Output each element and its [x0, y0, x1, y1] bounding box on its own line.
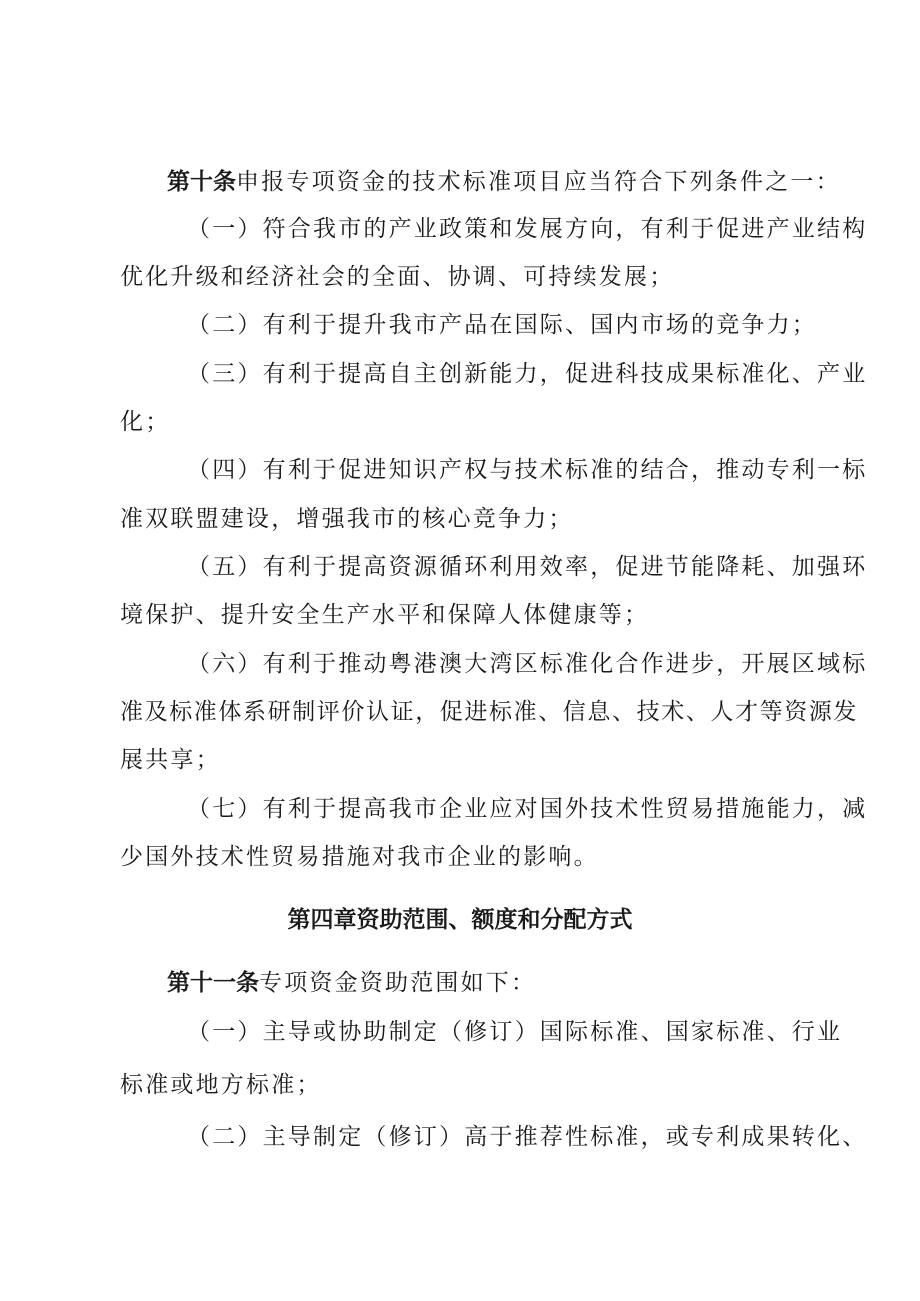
art10-item4-line2: 准双联盟建设，增强我市的核心竞争力；: [120, 506, 574, 532]
art10-item1-line1: （一）符合我市的产业政策和发展方向，有利于促进产业结构: [187, 216, 868, 242]
art10-item6-line1: （六）有利于推动粤港澳大湾区标准化合作进步，开展区域标: [187, 651, 868, 677]
art10-item6-line2: 准及标准体系研制评价认证，促进标准、信息、技术、人才等资源发: [120, 699, 858, 725]
chapter-4-title: 第四章资助范围、额度和分配方式: [287, 907, 633, 933]
article-11-intro: 专项资金资助范围如下：: [259, 970, 537, 996]
art11-item1-line2: 标准或地方标准；: [120, 1072, 322, 1098]
art10-item6-line3: 展共享；: [120, 747, 221, 773]
art10-item2: （二）有利于提升我市产品在国际、国内市场的竞争力；: [187, 312, 817, 338]
art10-item1-line2: 优化升级和经济社会的全面、协调、可持续发展；: [120, 264, 675, 290]
article-11-heading: [0, 966, 920, 1000]
art10-item7-line1: （七）有利于提高我市企业应对国外技术性贸易措施能力，减: [187, 796, 868, 822]
art10-item5-line2: 境保护、提升安全生产水平和保障人体健康等；: [120, 602, 650, 628]
art10-item5-line1: （五）有利于提高资源循环利用效率，促进节能降耗、加强环: [187, 554, 868, 580]
article-11-label: 第十一条: [167, 970, 259, 996]
article-10-heading: [0, 165, 920, 199]
art11-item1-line1: （一）主导或协助制定（修订）国际标准、国家标准、行业: [187, 1019, 843, 1045]
article-10-label: 第十条: [167, 169, 236, 195]
art10-item4-line1: （四）有利于促进知识产权与技术标准的结合，推动专利一标: [187, 457, 868, 483]
art11-item2-line1: （二）主导制定（修订）高于推荐性标准，或专利成果转化、: [187, 1124, 868, 1150]
art10-item3-line2: 化；: [120, 409, 171, 435]
art10-item3-line1: （三）有利于提高自主创新能力，促进科技成果标准化、产业: [187, 361, 868, 387]
article-10-intro: 申报专项资金的技术标准项目应当符合下列条件之一：: [236, 169, 841, 195]
art10-item7-line2: 少国外技术性贸易措施对我市企业的影响。: [120, 844, 599, 870]
